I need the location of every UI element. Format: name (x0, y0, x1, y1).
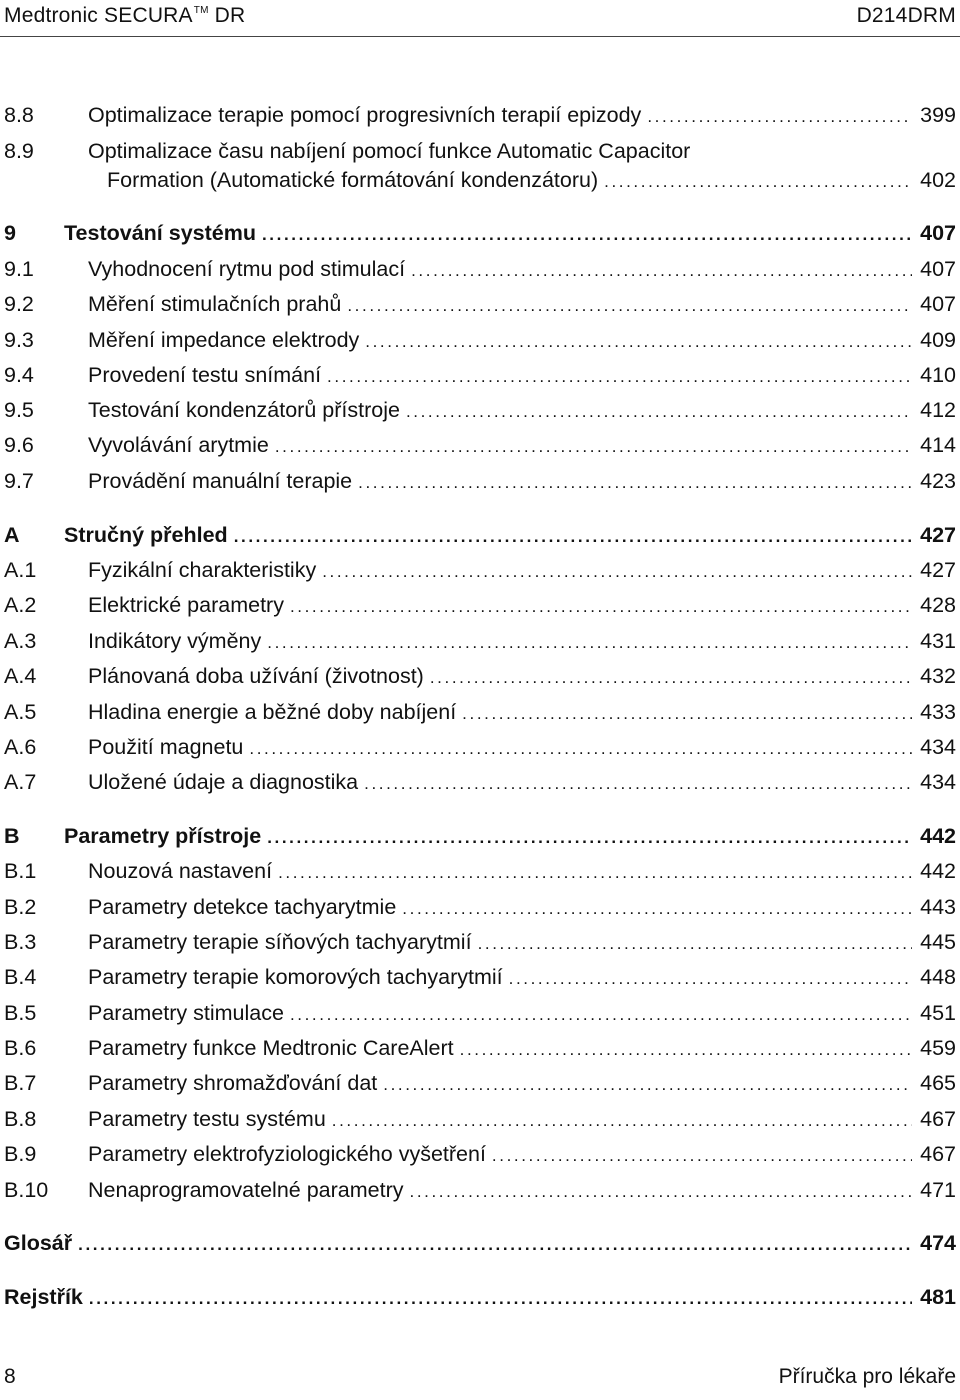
leader-dots (327, 362, 912, 392)
toc-title: Optimalizace terapie pomocí progresivních terapií epizody (88, 103, 642, 127)
toc-title: Provedení testu snímání (88, 363, 322, 387)
toc-page: 443 (920, 895, 956, 919)
trademark-mark: TM (193, 5, 209, 16)
toc-title: Vyhodnocení rytmu pod stimulací (88, 257, 406, 281)
toc-title: Parametry testu systému (88, 1107, 326, 1131)
leader-dots (332, 1106, 912, 1136)
toc-entry-9-5[interactable] (0, 395, 960, 425)
leader-dots (275, 432, 912, 462)
toc-title: Hladina energie a běžné doby nabíjení (88, 700, 457, 724)
toc-entry-a-6[interactable] (0, 732, 960, 762)
toc-number: 9.7 (4, 469, 34, 493)
toc-number: 8.8 (4, 103, 34, 127)
toc-title: Parametry elektrofyziologického vyšetření (88, 1142, 486, 1166)
toc-title: Stručný přehled (64, 523, 228, 547)
toc-entry-9-6[interactable] (0, 430, 960, 460)
toc-page: 434 (920, 770, 956, 794)
toc-entry-9-1[interactable] (0, 254, 960, 284)
toc-page: 442 (920, 824, 956, 848)
toc-title: Nouzová nastavení (88, 859, 273, 883)
product-suffix: DR (208, 4, 246, 27)
toc-title: Vyvolávání arytmie (88, 433, 269, 457)
toc-title: Parametry funkce Medtronic CareAlert (88, 1036, 454, 1060)
toc-number: 9.6 (4, 433, 34, 457)
toc-number: 9.1 (4, 257, 34, 281)
toc-page: 474 (920, 1231, 956, 1255)
toc-page: 467 (920, 1142, 956, 1166)
leader-dots (604, 167, 912, 197)
toc-title: Parametry přístroje (64, 824, 262, 848)
toc-number: B.10 (4, 1178, 49, 1202)
leader-dots (462, 699, 912, 729)
toc-entry-b-1[interactable] (0, 856, 960, 886)
toc-page: 432 (920, 664, 956, 688)
toc-number: 9 (4, 221, 16, 245)
toc-number: 9.5 (4, 398, 34, 422)
toc-page: 399 (920, 103, 956, 127)
leader-dots (430, 663, 912, 693)
toc-number: A.4 (4, 664, 37, 688)
leader-dots (290, 592, 912, 622)
toc-number: B.5 (4, 1001, 37, 1025)
toc-entry-9-4[interactable] (0, 360, 960, 390)
toc-chapter-9[interactable] (0, 218, 960, 248)
leader-dots (647, 102, 912, 132)
leader-dots (478, 929, 913, 959)
toc-entry-a-1[interactable] (0, 555, 960, 585)
toc-number: A (4, 523, 20, 547)
toc-number: A.3 (4, 629, 37, 653)
header-rule (0, 36, 960, 37)
toc-number: A.6 (4, 735, 37, 759)
leader-dots (249, 734, 912, 764)
toc-number: A.5 (4, 700, 37, 724)
leader-dots (402, 894, 912, 924)
product-name: Medtronic SECURA (4, 4, 193, 27)
toc-number: A.2 (4, 593, 37, 617)
toc-entry-9-2[interactable] (0, 289, 960, 319)
leader-dots (383, 1070, 912, 1100)
toc-chapter-a[interactable] (0, 520, 960, 550)
toc-entry-a-4[interactable] (0, 661, 960, 691)
toc-page: 423 (920, 469, 956, 493)
leader-dots (509, 964, 913, 994)
toc-number: B.1 (4, 859, 37, 883)
toc-page: 465 (920, 1071, 956, 1095)
leader-dots (234, 522, 912, 552)
toc-title: Parametry detekce tachyarytmie (88, 895, 397, 919)
toc-number: A.1 (4, 558, 37, 582)
toc-page: 467 (920, 1107, 956, 1131)
toc-entry-a-7[interactable] (0, 767, 960, 797)
toc-title: Parametry terapie síňových tachyarytmií (88, 930, 472, 954)
toc-entry-b-10[interactable] (0, 1175, 960, 1205)
toc-number: 9.3 (4, 328, 34, 352)
leader-dots (278, 858, 912, 888)
leader-dots (347, 291, 912, 321)
toc-title: Měření impedance elektrody (88, 328, 360, 352)
toc-title: Provádění manuální terapie (88, 469, 353, 493)
toc-title: Elektrické parametry (88, 593, 284, 617)
toc-title: Glosář (4, 1231, 73, 1255)
toc-title: Fyzikální charakteristiky (88, 558, 317, 582)
leader-dots (411, 256, 912, 286)
toc-glossary[interactable] (0, 1228, 960, 1258)
toc-title: Parametry terapie komorových tachyarytmií (88, 965, 503, 989)
toc-page: 427 (920, 523, 956, 547)
toc-number: B (4, 824, 20, 848)
toc-index[interactable] (0, 1282, 960, 1312)
toc-entry-b-4[interactable] (0, 962, 960, 992)
toc-entry-9-3[interactable] (0, 325, 960, 355)
toc-entry-a-5[interactable] (0, 697, 960, 727)
toc-entry-b-7[interactable] (0, 1068, 960, 1098)
leader-dots (267, 823, 912, 853)
toc-number: A.7 (4, 770, 37, 794)
toc-page: 410 (920, 363, 956, 387)
toc-title: Měření stimulačních prahů (88, 292, 342, 316)
toc-entry-a-2[interactable] (0, 590, 960, 620)
toc-number: B.8 (4, 1107, 37, 1131)
running-header-left (4, 4, 245, 28)
toc-number: 9.4 (4, 363, 34, 387)
toc-entry-8-9-line1[interactable] (0, 136, 960, 166)
toc-page: 407 (920, 292, 956, 316)
leader-dots (89, 1284, 912, 1314)
leader-dots (267, 628, 912, 658)
toc-title: Plánovaná doba užívání (životnost) (88, 664, 424, 688)
toc-page: 412 (920, 398, 956, 422)
toc-number: 9.2 (4, 292, 34, 316)
leader-dots (492, 1141, 912, 1171)
toc-title: Uložené údaje a diagnostika (88, 770, 359, 794)
toc-page: 451 (920, 1001, 956, 1025)
toc-entry-b-8[interactable] (0, 1104, 960, 1134)
toc-entry-a-3[interactable] (0, 626, 960, 656)
toc-title: Rejstřík (4, 1285, 83, 1309)
toc-page: 407 (920, 257, 956, 281)
toc-page: 442 (920, 859, 956, 883)
document-code: D214DRM (856, 4, 956, 27)
toc-page: 433 (920, 700, 956, 724)
toc-chapter-b[interactable] (0, 821, 960, 851)
leader-dots (460, 1035, 912, 1065)
toc-page: 448 (920, 965, 956, 989)
toc-page: 414 (920, 433, 956, 457)
toc-title: Testování systému (64, 221, 256, 245)
toc-page: 409 (920, 328, 956, 352)
toc-title: Indikátory výměny (88, 629, 262, 653)
toc-page: 427 (920, 558, 956, 582)
toc-title: Optimalizace času nabíjení pomocí funkce Automatic Capacitor (88, 139, 691, 163)
toc-title: Testování kondenzátorů přístroje (88, 398, 400, 422)
leader-dots (364, 769, 912, 799)
toc-page: 445 (920, 930, 956, 954)
toc-number: B.7 (4, 1071, 37, 1095)
toc-number: B.4 (4, 965, 37, 989)
toc-number: 8.9 (4, 139, 34, 163)
toc-page: 481 (920, 1285, 956, 1309)
leader-dots (262, 220, 912, 250)
toc-number: B.2 (4, 895, 37, 919)
leader-dots (322, 557, 912, 587)
toc-title: Použití magnetu (88, 735, 244, 759)
toc-title-continued: Formation (Automatické formátování kondenzátoru) (107, 168, 599, 192)
toc-page: 434 (920, 735, 956, 759)
toc-entry-b-6[interactable] (0, 1033, 960, 1063)
leader-dots (410, 1177, 913, 1207)
toc-entry-8-9-line2[interactable] (0, 165, 960, 195)
toc-entry-b-9[interactable] (0, 1139, 960, 1169)
toc-title: Parametry stimulace (88, 1001, 284, 1025)
leader-dots (290, 1000, 912, 1030)
toc-title: Nenaprogramovatelné parametry (88, 1178, 404, 1202)
leader-dots (406, 397, 912, 427)
leader-dots (365, 327, 912, 357)
toc-entry-b-3[interactable] (0, 927, 960, 957)
leader-dots (78, 1230, 912, 1260)
toc-page: 471 (920, 1178, 956, 1202)
toc-page: 407 (920, 221, 956, 245)
toc-page: 402 (920, 168, 956, 192)
toc-entry-b-5[interactable] (0, 998, 960, 1028)
toc-page: 431 (920, 629, 956, 653)
toc-number: B.3 (4, 930, 37, 954)
toc-entry-b-2[interactable] (0, 892, 960, 922)
toc-page: 428 (920, 593, 956, 617)
toc-title: Parametry shromažďování dat (88, 1071, 378, 1095)
toc-entry-9-7[interactable] (0, 466, 960, 496)
footer-document-name: Příručka pro lékaře (778, 1365, 956, 1388)
toc-entry-8-8[interactable] (0, 100, 960, 130)
footer-page-number: 8 (4, 1365, 16, 1388)
leader-dots (358, 468, 912, 498)
toc-number: B.9 (4, 1142, 37, 1166)
toc-number: B.6 (4, 1036, 37, 1060)
toc-page: 459 (920, 1036, 956, 1060)
